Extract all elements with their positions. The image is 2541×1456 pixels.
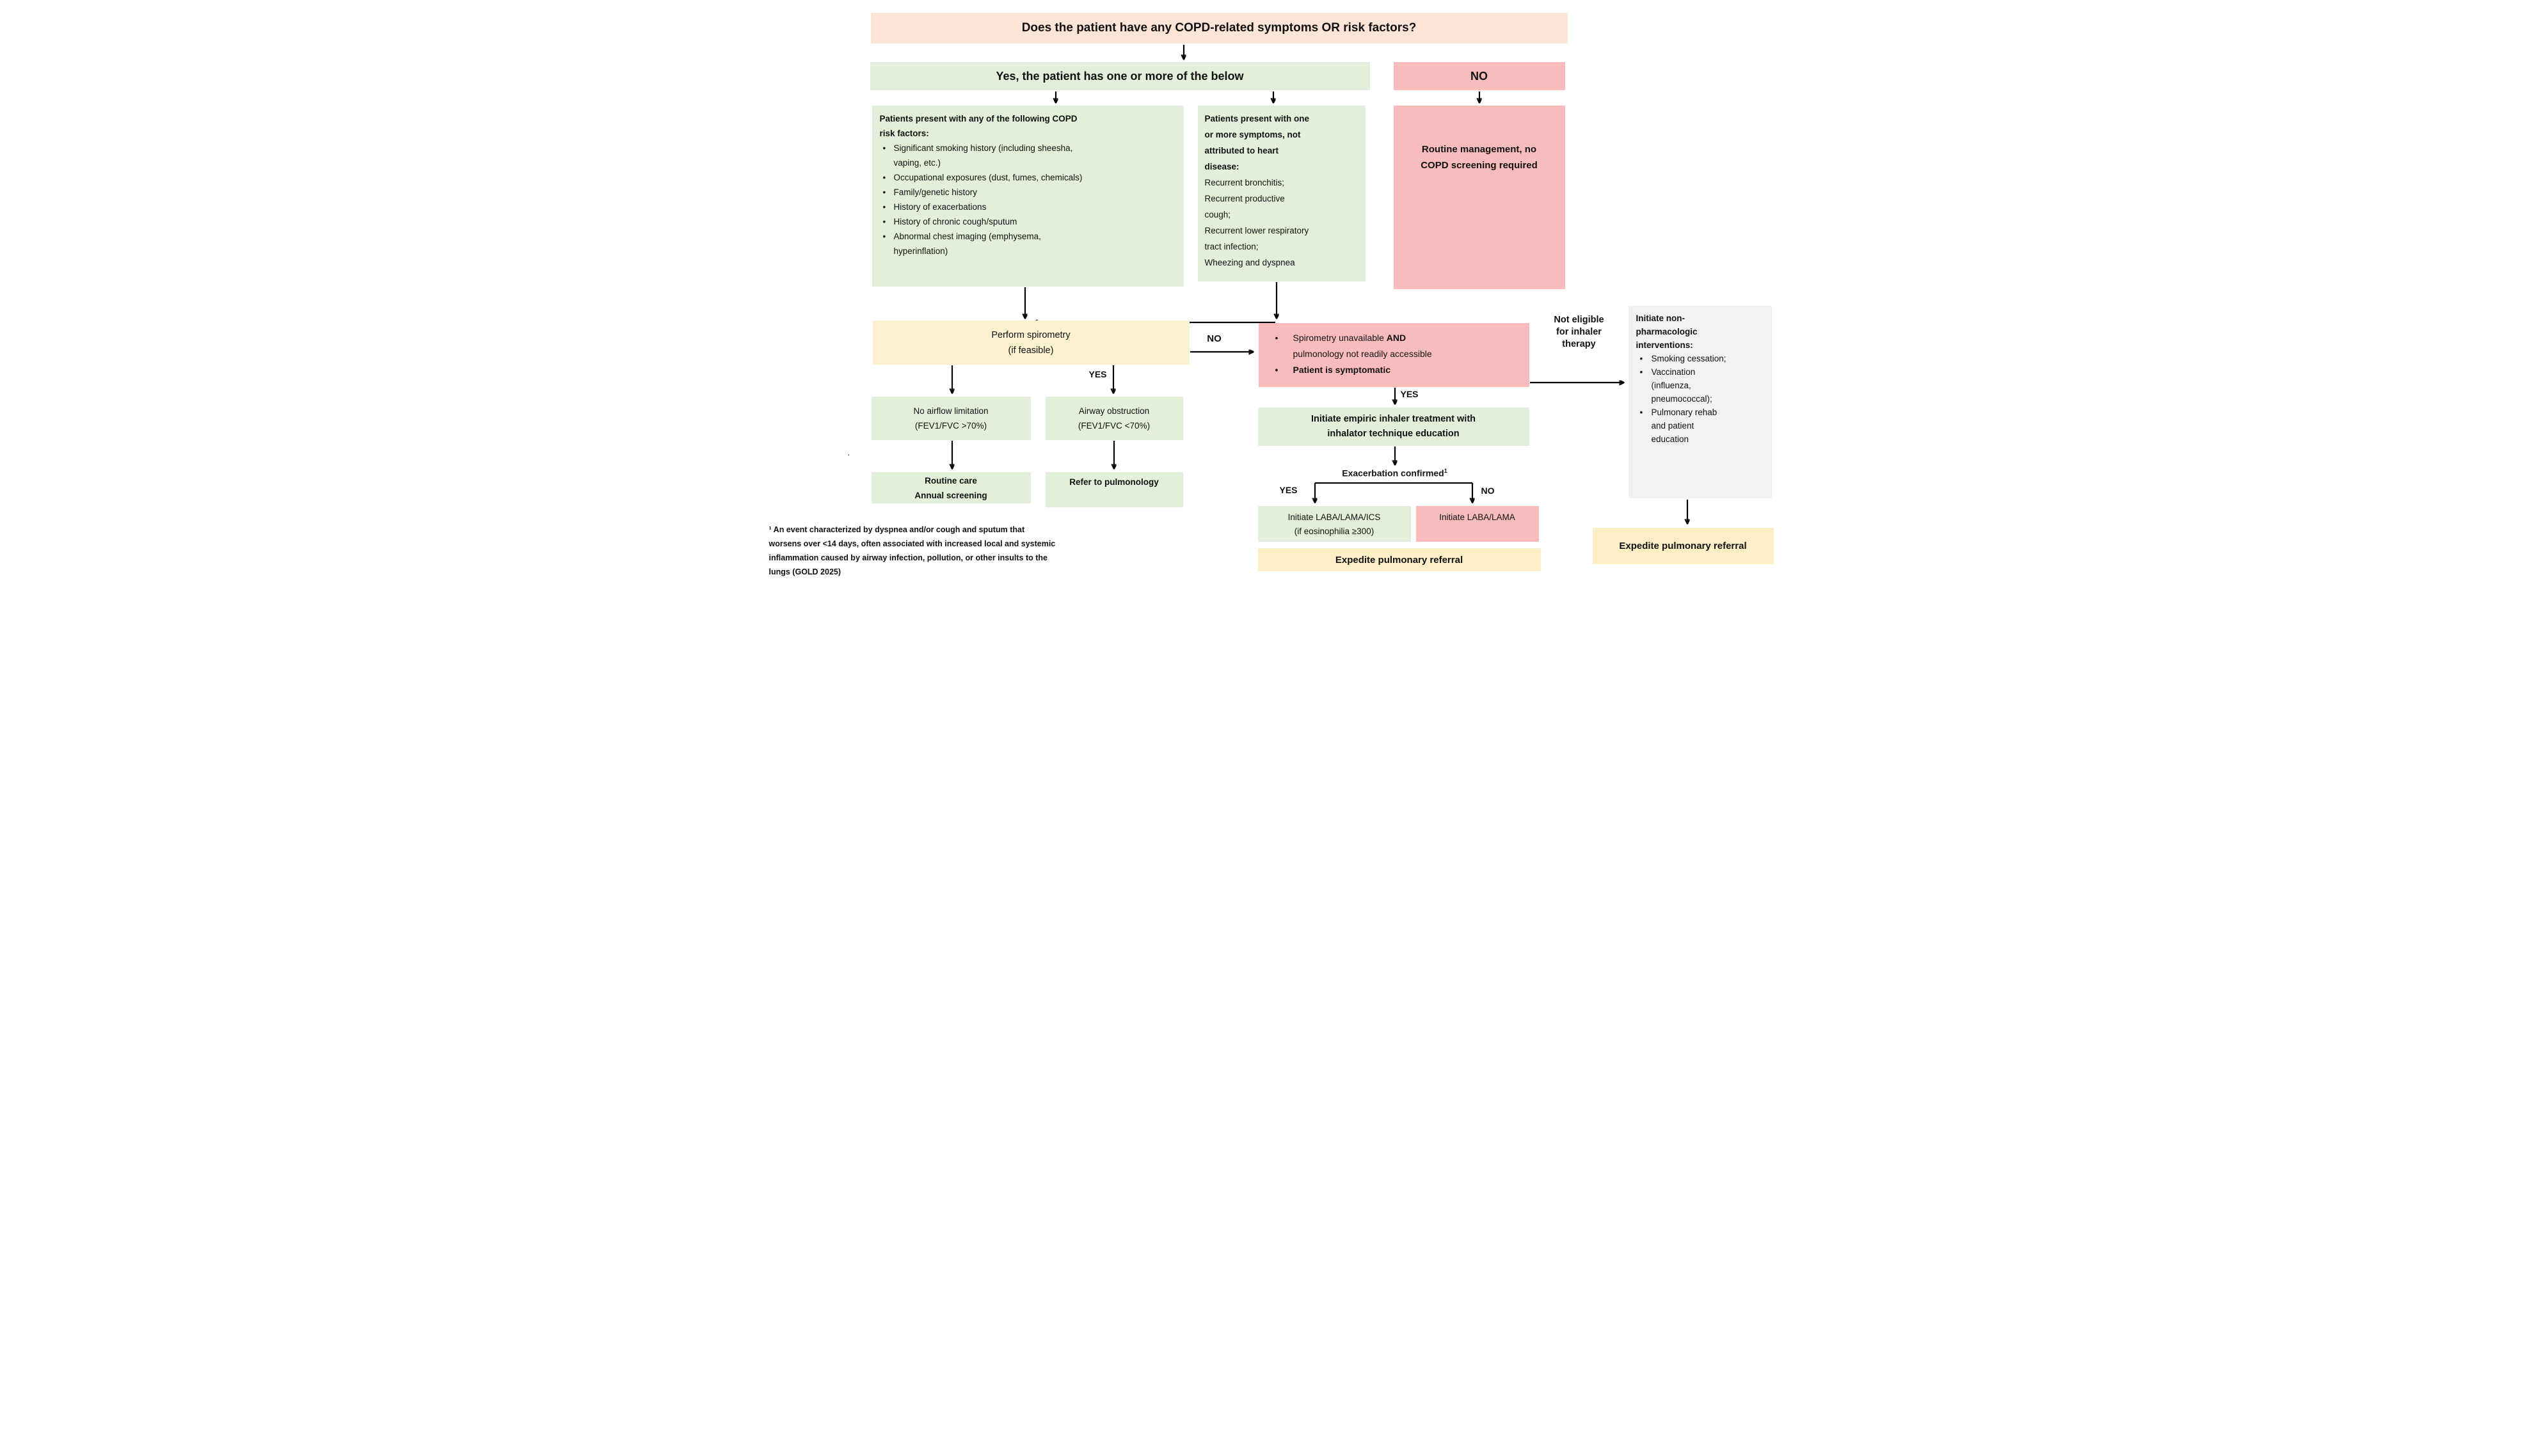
node-no-spirometry-criteria [1259,323,1529,387]
list-item: • Family/genetic history [880,185,1176,200]
symptoms-list: Recurrent bronchitis; Recurrent productive cough; Recurrent lower respiratory tract infection; Wheezing and dyspnea [1204,178,1309,267]
footnote: ¹ An event characterized by dyspnea and/or cough and sputum that worsens over <14 days, often associated with increased local and systemic inflammation caused by airway infection, pollution, or other insults to the lungs (GOLD 2025) [769,525,1056,576]
edge-label-spiro-no: NO [1207,333,1222,344]
list-item: • History of chronic cough/sputum [880,214,1176,229]
edge-label-spiro-yes: YES [1088,369,1107,379]
title-text: Does the patient have any COPD-related symptoms OR risk factors? [1021,21,1417,35]
symptoms-header: Patients present with one or more symptoms, not attributed to heart disease: [1204,114,1310,171]
node-routine-management: Routine management, no COPD screening required [1394,106,1565,289]
risk-factor-list [880,141,1176,258]
list-item: • Smoking cessation; [1636,352,1767,365]
no-decision-text: NO [1470,69,1488,83]
edge-label-exac-yes: YES [1279,485,1298,495]
not-eligible-label: Not eligible for inhaler therapy [1554,315,1604,349]
nonpharm-list [1636,352,1767,446]
nonpharm-header: Initiate non- pharmacologic interventions: [1636,313,1698,350]
node-expedite-referral-mid: Expedite pulmonary referral [1258,548,1541,571]
node-title-question [871,13,1568,44]
node-risk-factors [872,106,1184,287]
stray-dot: . [847,448,850,457]
node-no-airflow-limitation: No airflow limitation (FEV1/FVC >70%) [872,397,1031,440]
node-empiric-inhaler: Initiate empiric inhaler treatment with inhalator technique education [1258,408,1529,446]
node-airway-obstruction: Airway obstruction (FEV1/FVC <70%) [1046,397,1183,440]
footnote-marker: 1 [1444,468,1447,474]
edge-label-criteria-yes: YES [1400,389,1419,399]
node-routine-care: Routine care Annual screening [872,472,1031,503]
list-item: • Patient is symptomatic [1270,362,1523,378]
node-refer-pulmonology: Refer to pulmonology [1046,472,1183,507]
node-laba-lama-ics: Initiate LABA/LAMA/ICS (if eosinophilia ≥300) [1258,506,1411,542]
list-item: • Vaccination (influenza, pneumococcal); [1636,365,1767,406]
node-symptoms [1198,106,1366,281]
criteria-and: AND [1386,333,1406,343]
node-perform-spirometry: Perform spirometry (if feasible) [873,320,1190,365]
node-expedite-referral-right: Expedite pulmonary referral [1593,528,1774,564]
list-item: • History of exacerbations [880,200,1176,214]
node-yes-decision [870,62,1370,90]
risk-factors-header: Patients present with any of the following COPD risk factors: [879,114,1078,138]
node-non-pharmacologic [1629,306,1772,498]
edge-label-exac-no: NO [1481,486,1495,496]
criteria-list [1270,330,1523,378]
exacerbation-confirmed-label: Exacerbation confirmed$^1$ [1342,468,1447,479]
list-item: • Pulmonary rehab and patient education [1636,406,1767,446]
list-item: • Significant smoking history (including sheesha, vaping, etc.) [880,141,1176,170]
node-no-decision [1394,62,1565,90]
list-item: • Spirometry unavailable AND pulmonology not readily accessible [1270,330,1523,362]
yes-decision-text: Yes, the patient has one or more of the below [996,69,1244,83]
list-item: • Abnormal chest imaging (emphysema, hyperinflation) [880,229,1176,258]
copd-screening-flowchart [763,0,1779,582]
list-item: • Occupational exposures (dust, fumes, chemicals) [880,170,1176,185]
node-laba-lama: Initiate LABA/LAMA [1416,506,1539,542]
